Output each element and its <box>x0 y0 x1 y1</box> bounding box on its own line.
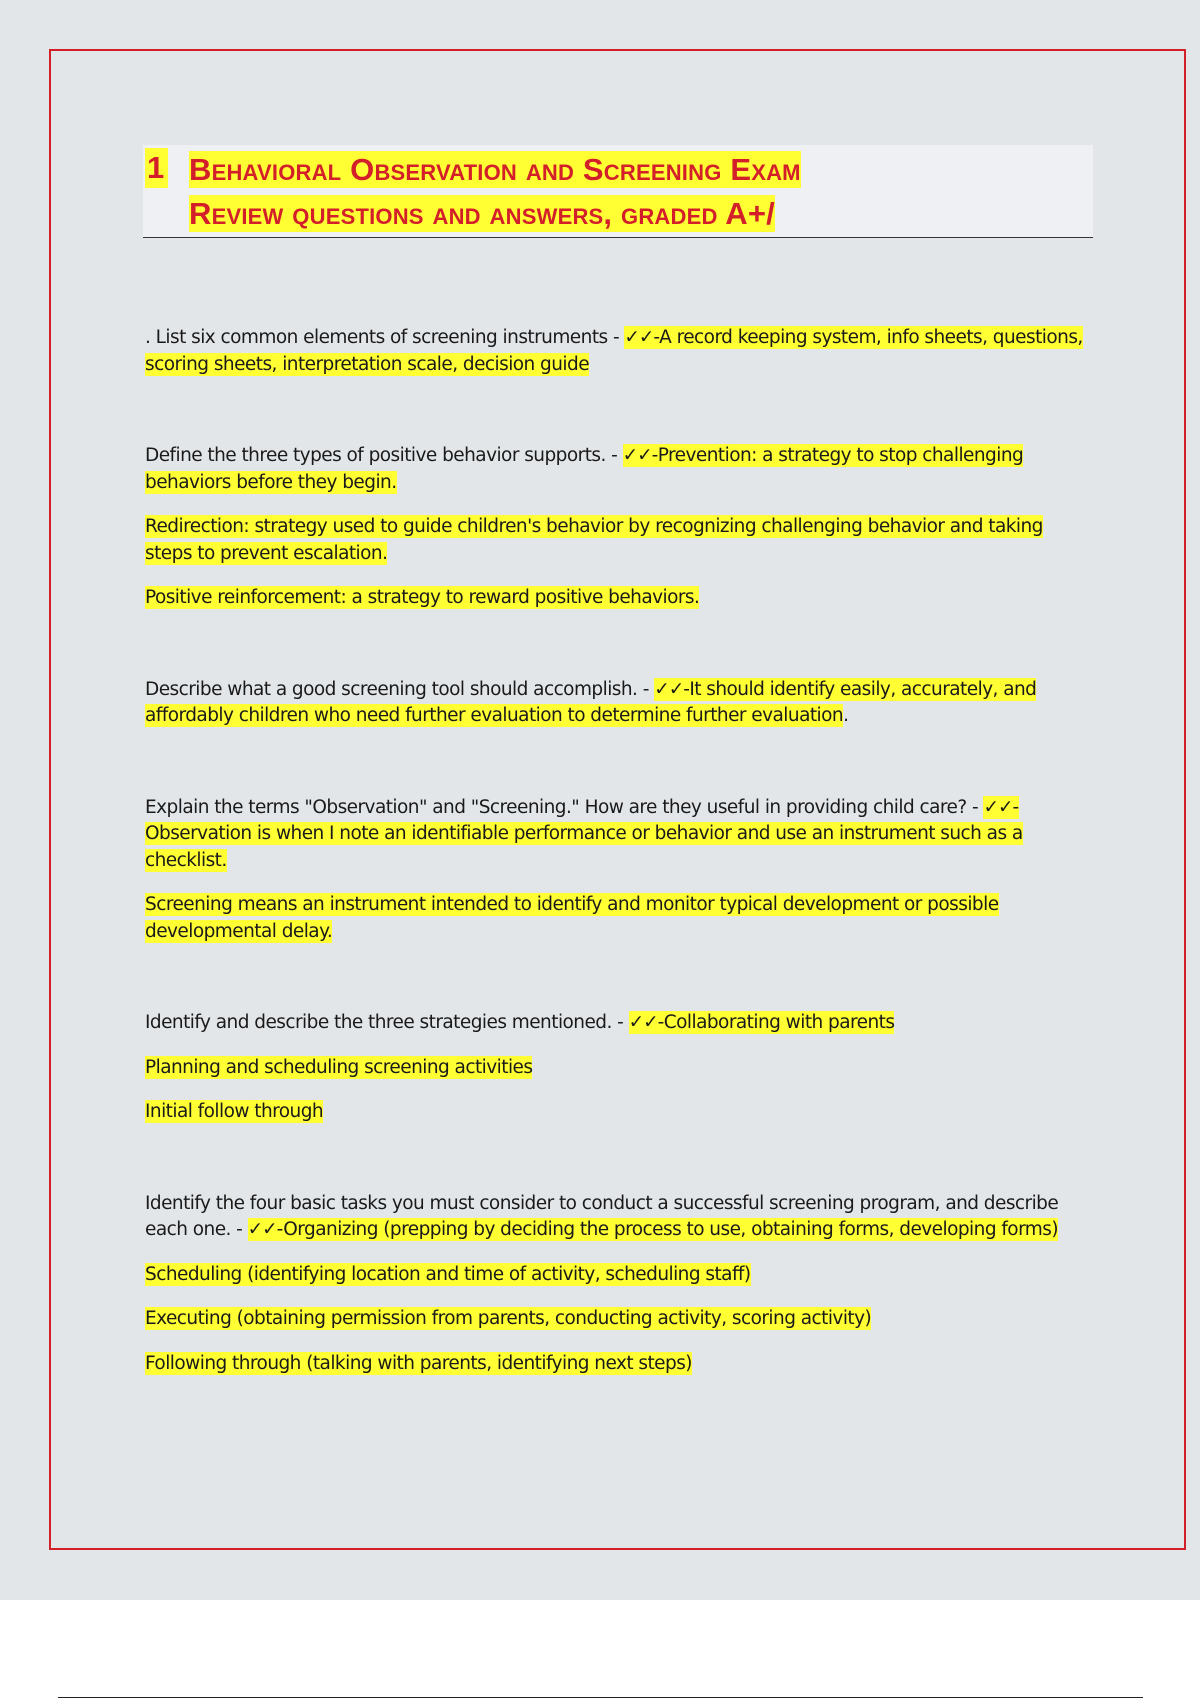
title-line-2: Review questions and answers, graded A+/ <box>189 196 775 231</box>
qa-item-5 <box>145 1010 1090 1126</box>
document-title <box>189 148 1089 236</box>
qa-item-4 <box>145 795 1090 946</box>
answer-text: -Prevention: a strategy to stop challenging behaviors before they begin. <box>145 445 1024 493</box>
answer-text: Redirection: strategy used to guide children's behavior by recognizing challenging behavior and taking steps to prevent escalation. <box>145 516 1043 564</box>
answer-continuation <box>145 1306 1090 1333</box>
answer-continuation <box>145 585 1090 612</box>
question-text: Describe what a good screening tool should accomplish. - <box>145 678 655 700</box>
qa-item-3 <box>145 677 1090 730</box>
question-text: Explain the terms "Observation" and "Screening." How are they useful in providing child care? - <box>145 796 984 818</box>
qa-item-1 <box>145 325 1090 378</box>
document-title-block <box>143 145 1093 238</box>
qa-line <box>145 325 1090 378</box>
double-check-icon: ✓✓ <box>654 678 684 700</box>
double-check-icon: ✓✓ <box>247 1219 277 1240</box>
answer-text: Screening means an instrument intended to identify and monitor typical development or possible developmental delay. <box>145 894 999 942</box>
answer-text: Executing (obtaining permission from parents, conducting activity, scoring activity) <box>145 1308 872 1329</box>
qa-content <box>145 325 1090 1377</box>
answer-text: -Collaborating with parents <box>657 1012 895 1033</box>
qa-item-2 <box>145 443 1090 612</box>
answer-text: Positive reinforcement: a strategy to reward positive behaviors. <box>145 587 700 608</box>
answer-continuation <box>145 1055 1090 1082</box>
question-text: Identify and describe the three strategies mentioned. - <box>145 1012 629 1033</box>
answer-text: -Observation is when I note an identifiable performance or behavior and use an instrument such as a checklist. <box>145 796 1023 871</box>
answer-continuation <box>145 1351 1090 1378</box>
double-check-icon: ✓✓ <box>983 796 1013 818</box>
double-check-icon: ✓✓ <box>628 1012 658 1033</box>
title-line-1: Behavioral Observation and Screening Exam <box>189 152 801 187</box>
qa-line <box>145 1010 1090 1037</box>
double-check-icon: ✓✓ <box>624 327 654 348</box>
answer-continuation <box>145 514 1090 567</box>
answer-continuation <box>145 1099 1090 1126</box>
qa-line <box>145 795 1090 875</box>
question-text: Define the three types of positive behavior supports. - <box>145 445 623 466</box>
answer-highlight <box>629 1011 895 1034</box>
double-check-icon: ✓✓ <box>622 445 652 466</box>
question-text: . List six common elements of screening instruments - <box>145 327 625 348</box>
section-number: 1 <box>145 148 168 188</box>
answer-text: Initial follow through <box>145 1101 324 1122</box>
qa-line <box>145 677 1090 730</box>
page-footer-rule <box>58 1697 1143 1698</box>
qa-line <box>145 1191 1090 1244</box>
answer-highlight <box>248 1218 1058 1241</box>
qa-item-6 <box>145 1191 1090 1378</box>
answer-trailing-period: . <box>843 705 849 726</box>
qa-line <box>145 443 1090 496</box>
answer-text: -Organizing (prepping by deciding the process to use, obtaining forms, developing forms) <box>276 1219 1059 1240</box>
answer-text: -A record keeping system, info sheets, questions, scoring sheets, interpretation scale, decision guide <box>145 327 1083 375</box>
answer-text: Following through (talking with parents, identifying next steps) <box>145 1352 692 1374</box>
answer-text: -It should identify easily, accurately, and affordably children who need further evaluation to determine further evaluation <box>145 678 1037 726</box>
answer-text: Planning and scheduling screening activities <box>145 1056 533 1078</box>
answer-continuation <box>145 892 1090 945</box>
answer-continuation <box>145 1262 1090 1289</box>
question-text: Identify the four basic tasks you must consider to conduct a successful screening program, and describe each one. - <box>145 1192 1059 1240</box>
answer-text: Scheduling (identifying location and time of activity, scheduling staff) <box>145 1263 751 1285</box>
